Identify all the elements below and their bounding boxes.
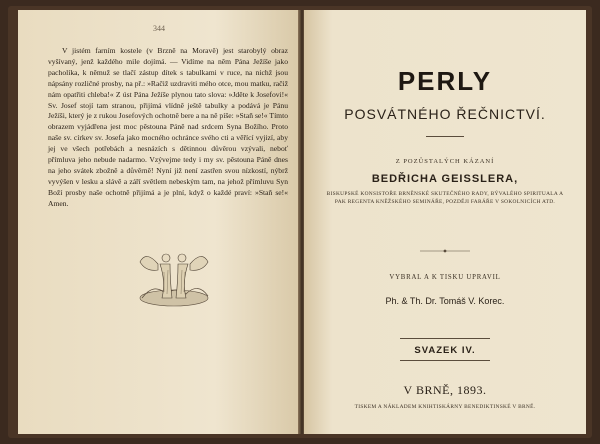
divider [426, 136, 464, 137]
book-title: PERLY [397, 66, 493, 96]
editor-name: Ph. & Th. Dr. Tomáš V. Korec. [385, 296, 505, 306]
page-number: 344 [153, 24, 165, 33]
sermon-text [48, 46, 288, 210]
open-book [8, 6, 592, 438]
publication-place: V BRNĚ, 1893. [403, 383, 487, 397]
angels-vignette-icon [136, 242, 212, 310]
sermon-paragraph: V jistém farním kostele (v Brzně na Moravě) jest starobylý obraz vyšívaný, jenž každého mile dojímá. — Vidíme na něm Pána Ježíše jako pacholíka, k němuž se tlačí zástup dítek s tabulkami v ruce, na nichž jsou nápsány rozličné prosby, na př.: »Račiž uzdraviti mého otce, mou matku, račiž nám opatřiti chleba!« Z úst Pána Ježíše plynou tato slova: »Jděte k Josefovi!« Sv. Josef stojí tam stranou, přijímá vlídně ještě tabulky a podává je Pánu Ježíši, který je z rukou Josefových ochotně bere a na ně píše: »Staň se!« Tímto obrazem vyjádřena jest moc pěstouna Páně nad srdcem Syna Božího. Proto naše sv. církev sv. Josefa jako mocného ochránce svého cti a věřící vyjizí, aby jej ve všech potřebách a nesnázích s dětinnou důvěrou vzývali, neboť přímluva jeho nebude nadarmo. Vzývejme tedy i my sv. pěstouna Páně dnes na jeho svátek zbožně a důvěrně! Nyní již není zastřen svou nízkostí, nýbrž vyvýšen v lesku a slávě a září světlem nebeským tam, na jehož přímluvu Syn Boží prosby naše ochotně přijímá a je plní, když o každé praví: »Staň se!« Amen. [48, 46, 288, 208]
title-page [304, 10, 586, 434]
printer-line: TISKEM A NÁKLADEM KNIHTISKÁRNY BENEDIKTINSKÉ V BRNĚ. [354, 404, 536, 410]
volume-label: SVAZEK IV. [414, 345, 476, 356]
volume-rule-top [400, 338, 490, 339]
author-name: BEDŘICHA GEISSLERA, [371, 173, 519, 185]
book-subtitle: POSVÁTNÉHO ŘEČNICTVÍ. [344, 106, 546, 122]
editor-line: VYBRAL A K TISKU UPRAVIL [389, 274, 501, 281]
ornament-icon [420, 248, 470, 254]
left-page [18, 10, 300, 434]
author-roles: BISKUPSKÉ KONSISTOŘE BRNĚNSKÉ SKUTEČNÉHO RADY, BÝVALÉHO SPIRITUALA A PAK REGENTA KNĚŽSKÉHO SEMINÁŘE, POZDĚJI FARÁŘE V SOKOLNICÍCH ATD. [326, 191, 564, 206]
volume-rule-bottom [400, 360, 490, 361]
source-line: Z POZŮSTALÝCH KÁZANÍ [395, 158, 495, 165]
